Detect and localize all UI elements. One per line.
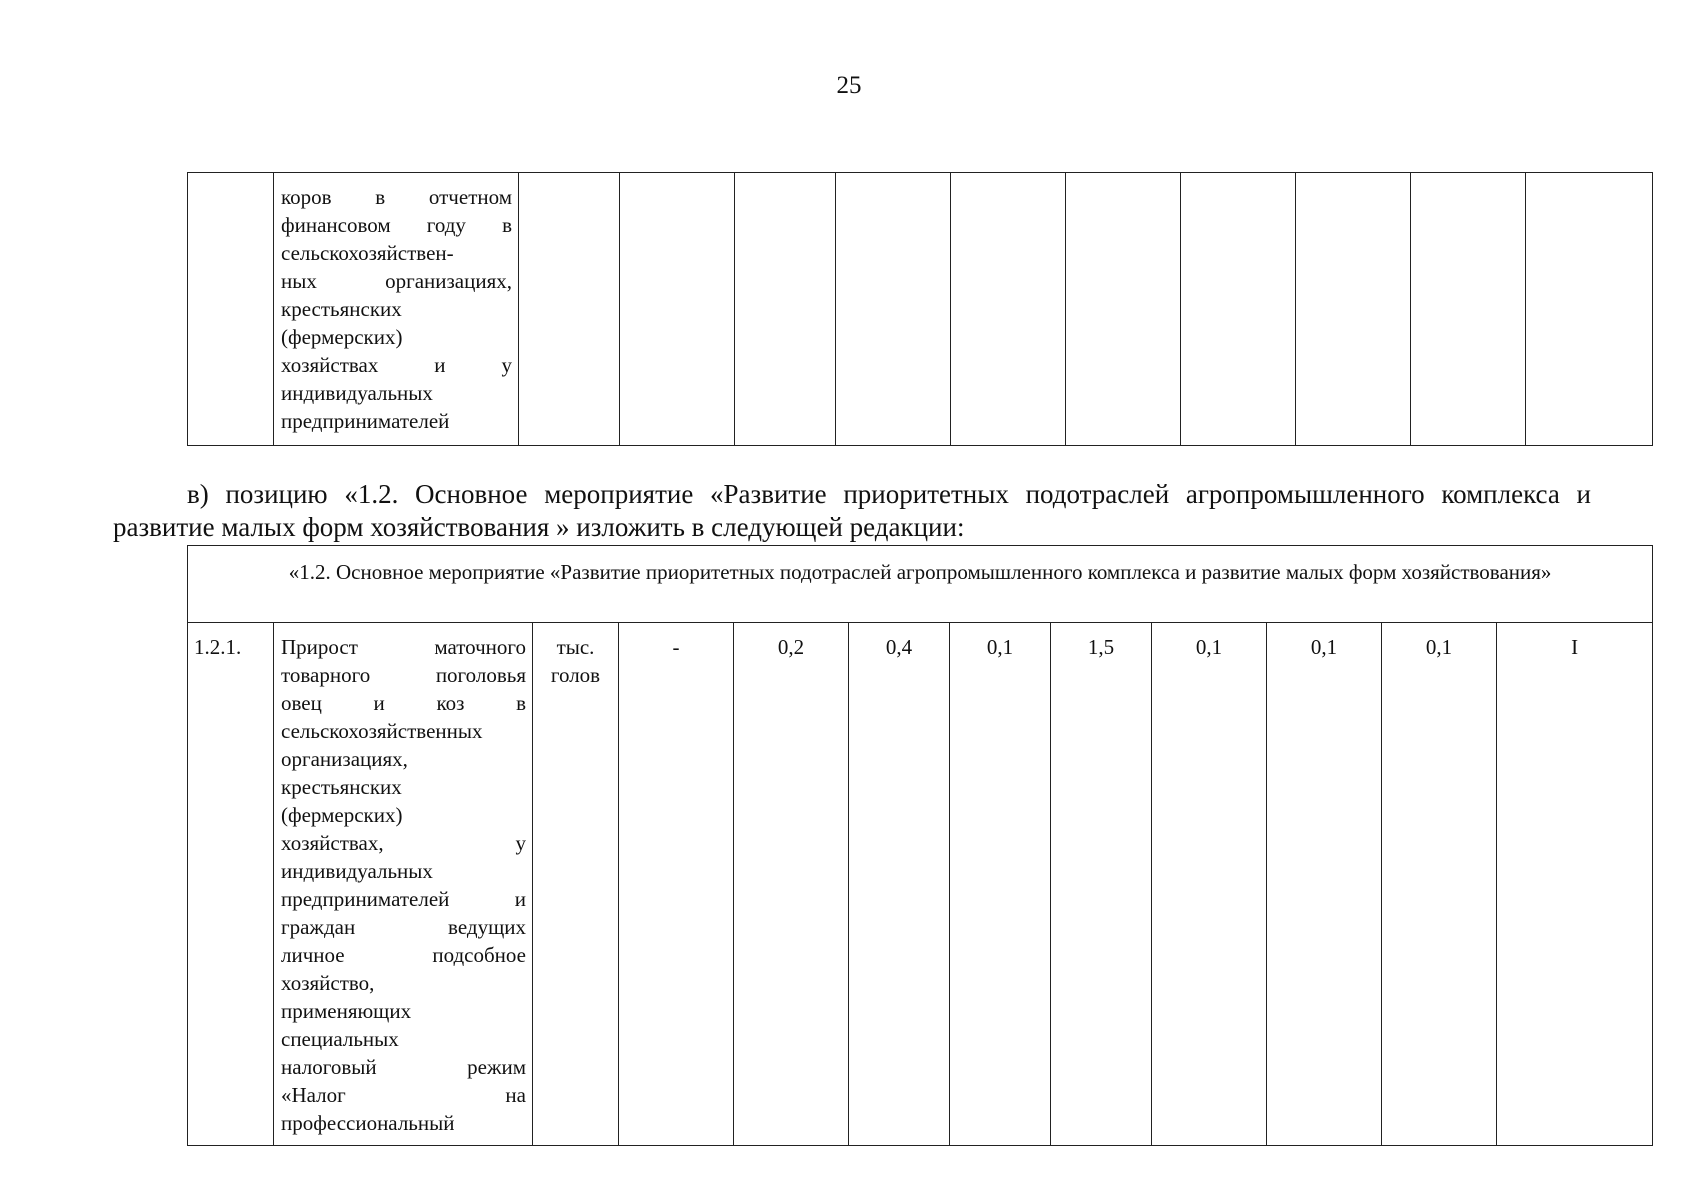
paragraph-line: в) позицию «1.2. Основное мероприятие «Развитие приоритетных подотраслей агропромышленного комплекса и xyxy=(187,479,1591,509)
table-header-row xyxy=(188,546,1653,623)
value-cell: - xyxy=(619,623,734,1146)
amendment-paragraph xyxy=(113,478,1591,544)
description-line: хозяйствах и у xyxy=(281,353,512,377)
description-cell xyxy=(274,623,533,1146)
description-line: хозяйство, xyxy=(281,971,375,995)
description-line: «Налог на xyxy=(281,1083,526,1107)
empty-cell xyxy=(519,173,620,446)
empty-cell xyxy=(1296,173,1411,446)
value-cell: I xyxy=(1497,623,1653,1146)
description-line: индивидуальных xyxy=(281,859,433,883)
description-line: сельскохозяйственных xyxy=(281,719,483,743)
value-cell: 0,1 xyxy=(1382,623,1497,1146)
table-continuation xyxy=(187,172,1653,446)
description-line: ных организациях, xyxy=(281,269,512,293)
value-cell: 0,2 xyxy=(734,623,849,1146)
description-line: предпринимателей xyxy=(281,409,450,433)
description-line: организациях, xyxy=(281,747,408,771)
code-cell xyxy=(188,173,274,446)
empty-cell xyxy=(735,173,836,446)
unit-line: голов xyxy=(550,663,601,687)
description-line: специальных xyxy=(281,1027,399,1051)
description-line: хозяйствах, у xyxy=(281,831,526,855)
empty-cell xyxy=(1526,173,1653,446)
paragraph-line: развитие малых форм хозяйствования » изложить в следующей редакции: xyxy=(113,512,965,542)
description-line: личное подсобное xyxy=(281,943,526,967)
value-cell: 0,4 xyxy=(849,623,950,1146)
description-line: овец и коз в xyxy=(281,691,526,715)
description-line: финансовом году в xyxy=(281,213,512,237)
empty-cell xyxy=(951,173,1066,446)
description-line: граждан ведущих xyxy=(281,915,526,939)
value-cell: 0,1 xyxy=(1267,623,1382,1146)
table-row xyxy=(188,623,1653,1146)
empty-cell xyxy=(836,173,951,446)
page-number: 25 xyxy=(836,72,862,99)
value-cell: 0,1 xyxy=(1152,623,1267,1146)
table-row xyxy=(188,173,1653,446)
description-line: профессиональный xyxy=(281,1111,455,1135)
description-line: (фермерских) xyxy=(281,803,403,827)
description-line: крестьянских xyxy=(281,775,402,799)
description-line: индивидуальных xyxy=(281,381,433,405)
unit-line: тыс. xyxy=(556,635,595,659)
description-line: применяющих xyxy=(281,999,412,1023)
empty-cell xyxy=(1411,173,1526,446)
description-line: товарного поголовья xyxy=(281,663,526,687)
table-header: «1.2. Основное мероприятие «Развитие приоритетных подотраслей агропромышленного комплекса и развитие малых форм хозяйствования» xyxy=(188,546,1653,623)
value-cell: 0,1 xyxy=(950,623,1051,1146)
description-line: крестьянских xyxy=(281,297,402,321)
description-line: налоговый режим xyxy=(281,1055,526,1079)
description-line: (фермерских) xyxy=(281,325,403,349)
description-cell xyxy=(274,173,519,446)
empty-cell xyxy=(620,173,735,446)
description-line: сельскохозяйствен- xyxy=(281,241,454,265)
table-main xyxy=(187,545,1653,1146)
value-cell: 1,5 xyxy=(1051,623,1152,1146)
empty-cell xyxy=(1181,173,1296,446)
description-line: предпринимателей и xyxy=(281,887,526,911)
code-cell: 1.2.1. xyxy=(188,623,274,1146)
description-line: коров в отчетном xyxy=(281,185,512,209)
description-line: Прирост маточного xyxy=(281,635,526,659)
unit-cell xyxy=(533,623,619,1146)
empty-cell xyxy=(1066,173,1181,446)
